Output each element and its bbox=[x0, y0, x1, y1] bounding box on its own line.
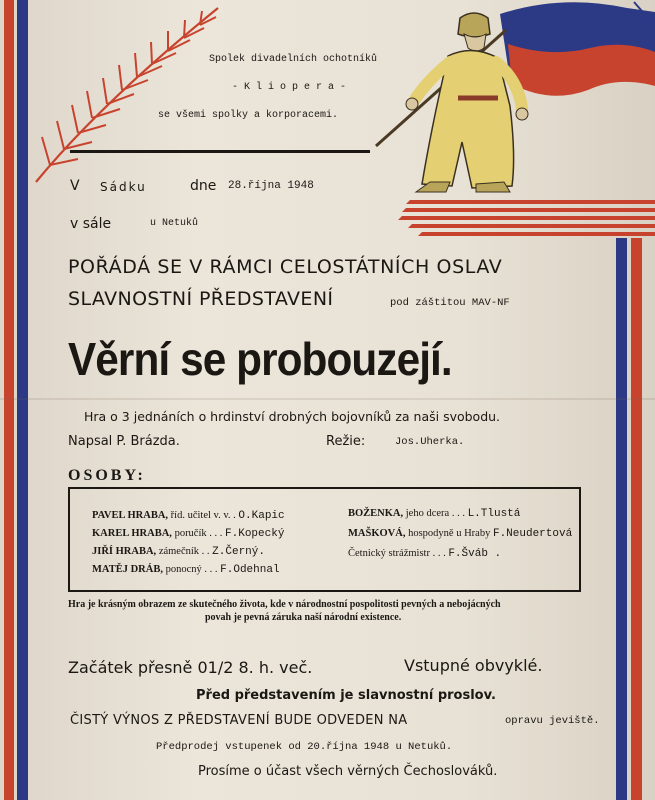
description-line-1: Hra je krásným obrazem ze skutečného života, kde v národnostní pospolitosti pevných a nebojácných bbox=[68, 599, 501, 610]
proceeds-note: ČISTÝ VÝNOS Z PŘEDSTAVENÍ BUDE ODVEDEN NA bbox=[70, 713, 408, 728]
play-title: Věrní se probouzejí. bbox=[68, 333, 452, 385]
palm-branch-icon bbox=[30, 4, 230, 189]
cast-left-3: JIŘÍ HRABA, zámečník . . Z.Černý. bbox=[92, 546, 265, 558]
right-blue-stripe bbox=[616, 238, 627, 800]
headline-line-1: POŘÁDÁ SE V RÁMCI CELOSTÁTNÍCH OSLAV bbox=[68, 256, 503, 278]
director-name: Jos.Uherka. bbox=[395, 436, 465, 448]
organizer-line-2: - K l i o p e r a - bbox=[232, 82, 347, 93]
proceeds-purpose: opravu jeviště. bbox=[505, 715, 600, 727]
event-date: 28.října 1948 bbox=[228, 180, 314, 192]
cast-heading: OSOBY: bbox=[68, 467, 146, 484]
appeal: Prosíme o účast všech věrných Čechoslováků. bbox=[198, 764, 498, 779]
cast-right-1: BOŽENKA, jeho dcera . . . L.Tlustá bbox=[348, 508, 521, 520]
organizer-line-1: Spolek divadelních ochotníků bbox=[209, 54, 378, 65]
start-time: Začátek přesně 01/2 8. h. več. bbox=[68, 658, 313, 677]
play-subtitle: Hra o 3 jednáních o hrdinství drobných bojovníků za naši svobodu. bbox=[84, 409, 501, 424]
cast-right-3: Četnický strážmistr . . . F.Šváb . bbox=[348, 548, 502, 560]
place-town: Sádku bbox=[100, 180, 147, 194]
place-dne: dne bbox=[190, 178, 217, 194]
place-v-sale: v sále bbox=[70, 216, 112, 232]
left-blue-stripe bbox=[17, 0, 28, 800]
play-author: Napsal P. Brázda. bbox=[68, 434, 180, 449]
headline-line-2: SLAVNOSTNÍ PŘEDSTAVENÍ bbox=[68, 288, 334, 310]
director-label: Režie: bbox=[326, 434, 366, 449]
cast-left-1: PAVEL HRABA, říd. učitel v. v. . O.Kapic bbox=[92, 510, 285, 522]
cast-left-4: MATĚJ DRÁB, ponocný . . . F.Odehnal bbox=[92, 564, 280, 576]
center-fold bbox=[0, 398, 655, 400]
organizer-rule bbox=[70, 150, 370, 153]
place-v: V bbox=[70, 178, 80, 194]
cast-left-2: KAREL HRABA, poručík . . . F.Kopecký bbox=[92, 528, 285, 540]
event-hall: u Netuků bbox=[150, 218, 199, 229]
right-red-stripe bbox=[631, 238, 642, 800]
left-red-stripe bbox=[4, 0, 14, 800]
patronage: pod záštitou MAV-NF bbox=[390, 297, 510, 309]
cast-right-2: MAŠKOVÁ, hospodyně u Hraby F.Neudertová bbox=[348, 528, 573, 540]
red-stripe-band bbox=[398, 196, 655, 240]
description-line-2: povah je pevná záruka naší národní existence. bbox=[205, 612, 402, 623]
soldier-with-flag-icon bbox=[372, 0, 655, 200]
presale-note: Předprodej vstupenek od 20.října 1948 u Netuků. bbox=[156, 741, 453, 753]
organizer-line-3: se všemi spolky a korporacemi. bbox=[158, 110, 339, 121]
speech-note: Před představením je slavnostní proslov. bbox=[196, 688, 496, 703]
admission: Vstupné obvyklé. bbox=[404, 656, 543, 675]
